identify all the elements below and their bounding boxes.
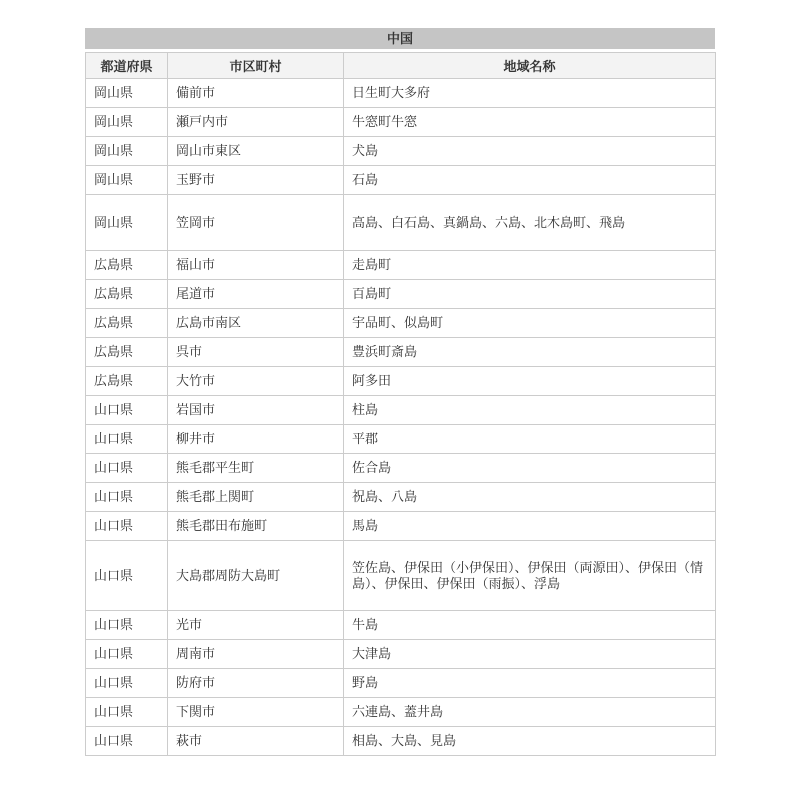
table-row bbox=[86, 108, 716, 137]
table-row bbox=[86, 396, 716, 425]
municipality-cell: 岩国市 bbox=[168, 396, 344, 425]
area-name-cell: 柱島 bbox=[344, 396, 716, 425]
region-title: 中国 bbox=[85, 28, 715, 49]
table-row bbox=[86, 512, 716, 541]
area-name-cell: 大津島 bbox=[344, 640, 716, 669]
prefecture-cell: 山口県 bbox=[86, 611, 168, 640]
prefecture-cell: 山口県 bbox=[86, 396, 168, 425]
municipality-cell: 周南市 bbox=[168, 640, 344, 669]
table-row bbox=[86, 309, 716, 338]
area-name-cell: 高島、白石島、真鍋島、六島、北木島町、飛島 bbox=[344, 195, 716, 251]
table-row bbox=[86, 454, 716, 483]
area-name-cell: 走島町 bbox=[344, 251, 716, 280]
municipality-cell: 福山市 bbox=[168, 251, 344, 280]
area-name-cell: 馬島 bbox=[344, 512, 716, 541]
prefecture-cell: 山口県 bbox=[86, 425, 168, 454]
table-row bbox=[86, 425, 716, 454]
prefecture-cell: 岡山県 bbox=[86, 79, 168, 108]
table-row bbox=[86, 338, 716, 367]
region-islands-table bbox=[85, 28, 715, 756]
prefecture-cell: 山口県 bbox=[86, 698, 168, 727]
table-row bbox=[86, 483, 716, 512]
col-header-area-name: 地域名称 bbox=[344, 53, 716, 79]
table-row bbox=[86, 669, 716, 698]
municipality-cell: 大竹市 bbox=[168, 367, 344, 396]
municipality-cell: 笠岡市 bbox=[168, 195, 344, 251]
table-body bbox=[86, 79, 716, 756]
prefecture-cell: 山口県 bbox=[86, 483, 168, 512]
municipality-cell: 広島市南区 bbox=[168, 309, 344, 338]
header-row bbox=[86, 53, 716, 79]
area-name-cell: 日生町大多府 bbox=[344, 79, 716, 108]
municipality-cell: 大島郡周防大島町 bbox=[168, 541, 344, 611]
table-row bbox=[86, 280, 716, 309]
area-name-cell: 野島 bbox=[344, 669, 716, 698]
col-header-prefecture: 都道府県 bbox=[86, 53, 168, 79]
municipality-cell: 岡山市東区 bbox=[168, 137, 344, 166]
municipality-cell: 呉市 bbox=[168, 338, 344, 367]
prefecture-cell: 山口県 bbox=[86, 669, 168, 698]
col-header-municipality: 市区町村 bbox=[168, 53, 344, 79]
prefecture-cell: 岡山県 bbox=[86, 195, 168, 251]
area-name-cell: 牛島 bbox=[344, 611, 716, 640]
municipality-cell: 光市 bbox=[168, 611, 344, 640]
table-header bbox=[86, 53, 716, 79]
table-row bbox=[86, 251, 716, 280]
area-name-cell: 犬島 bbox=[344, 137, 716, 166]
prefecture-cell: 山口県 bbox=[86, 541, 168, 611]
municipality-cell: 熊毛郡田布施町 bbox=[168, 512, 344, 541]
municipality-cell: 瀬戸内市 bbox=[168, 108, 344, 137]
area-name-cell: 石島 bbox=[344, 166, 716, 195]
municipality-cell: 尾道市 bbox=[168, 280, 344, 309]
municipality-cell: 防府市 bbox=[168, 669, 344, 698]
prefecture-cell: 岡山県 bbox=[86, 137, 168, 166]
area-name-cell: 祝島、八島 bbox=[344, 483, 716, 512]
table-row bbox=[86, 79, 716, 108]
table-row bbox=[86, 195, 716, 251]
area-name-cell: 相島、大島、見島 bbox=[344, 727, 716, 756]
table-row bbox=[86, 698, 716, 727]
municipality-cell: 下関市 bbox=[168, 698, 344, 727]
prefecture-cell: 山口県 bbox=[86, 640, 168, 669]
municipality-cell: 萩市 bbox=[168, 727, 344, 756]
table-row bbox=[86, 541, 716, 611]
area-name-cell: 牛窓町牛窓 bbox=[344, 108, 716, 137]
prefecture-cell: 岡山県 bbox=[86, 108, 168, 137]
table-row bbox=[86, 367, 716, 396]
prefecture-cell: 山口県 bbox=[86, 512, 168, 541]
area-name-cell: 平郡 bbox=[344, 425, 716, 454]
prefecture-cell: 広島県 bbox=[86, 280, 168, 309]
table-row bbox=[86, 137, 716, 166]
table-row bbox=[86, 166, 716, 195]
area-name-cell: 百島町 bbox=[344, 280, 716, 309]
prefecture-cell: 岡山県 bbox=[86, 166, 168, 195]
prefecture-cell: 山口県 bbox=[86, 727, 168, 756]
table-row bbox=[86, 611, 716, 640]
municipality-cell: 柳井市 bbox=[168, 425, 344, 454]
prefecture-cell: 広島県 bbox=[86, 309, 168, 338]
prefecture-cell: 山口県 bbox=[86, 454, 168, 483]
prefecture-cell: 広島県 bbox=[86, 251, 168, 280]
area-name-cell: 宇品町、似島町 bbox=[344, 309, 716, 338]
area-name-cell: 佐合島 bbox=[344, 454, 716, 483]
municipality-cell: 玉野市 bbox=[168, 166, 344, 195]
area-name-cell: 六連島、蓋井島 bbox=[344, 698, 716, 727]
municipality-cell: 熊毛郡平生町 bbox=[168, 454, 344, 483]
area-name-cell: 笠佐島、伊保田（小伊保田）、伊保田（両源田）、伊保田（情島）、伊保田、伊保田（雨振）、浮島 bbox=[344, 541, 716, 611]
prefecture-cell: 広島県 bbox=[86, 367, 168, 396]
municipality-cell: 熊毛郡上関町 bbox=[168, 483, 344, 512]
table-row bbox=[86, 727, 716, 756]
area-name-cell: 豊浜町斎島 bbox=[344, 338, 716, 367]
area-name-cell: 阿多田 bbox=[344, 367, 716, 396]
prefecture-cell: 広島県 bbox=[86, 338, 168, 367]
municipality-cell: 備前市 bbox=[168, 79, 344, 108]
table-row bbox=[86, 640, 716, 669]
islands-table bbox=[85, 52, 716, 756]
